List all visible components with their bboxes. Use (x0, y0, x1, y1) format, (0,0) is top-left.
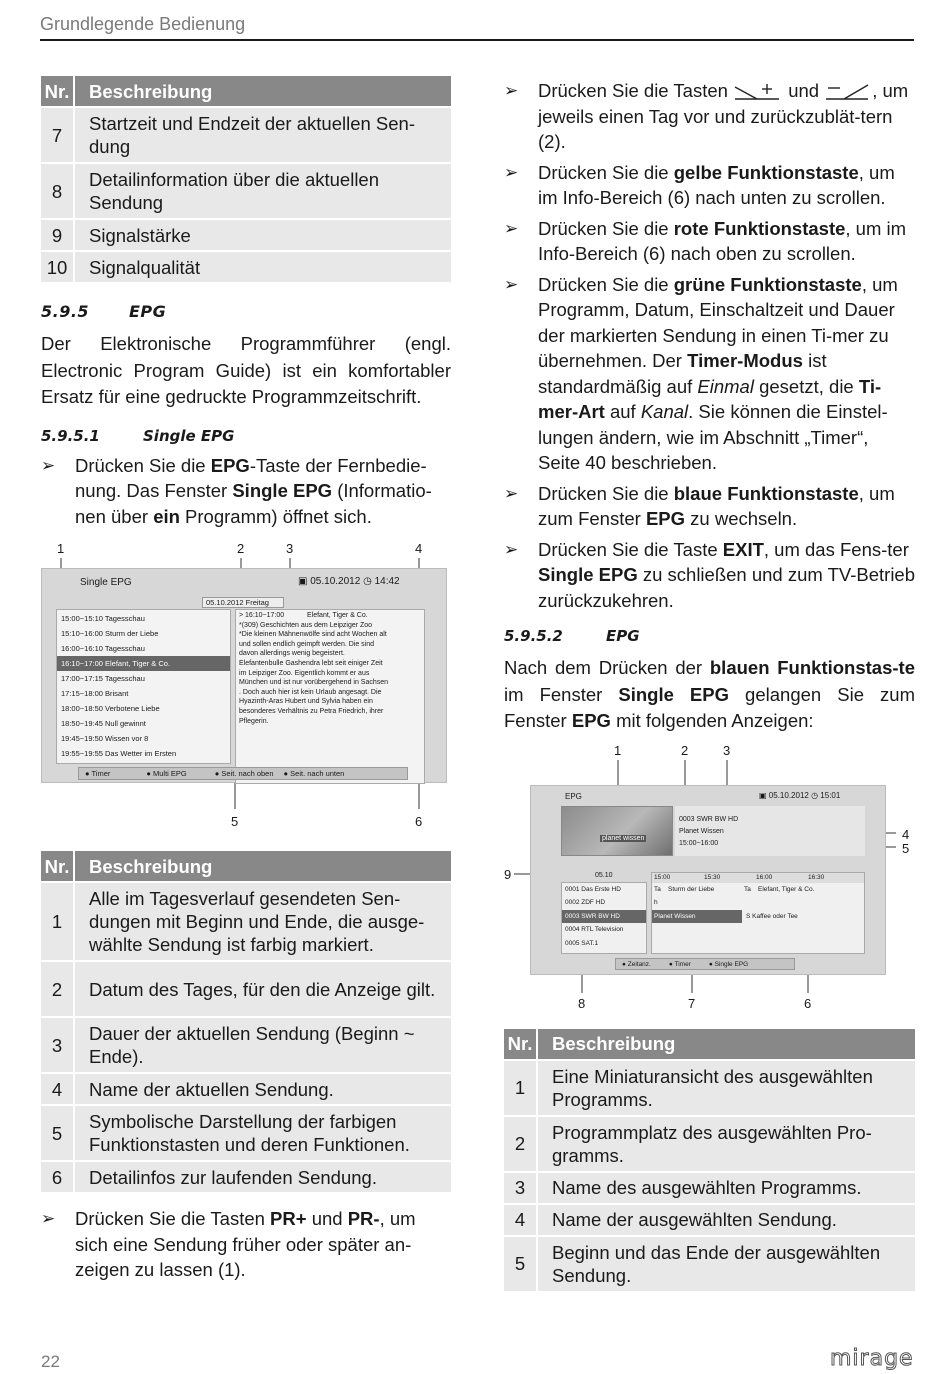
grid-cell-selected[interactable]: Planet Wissen (652, 910, 742, 924)
table-row (504, 1173, 915, 1203)
list-item[interactable]: 0005 SAT.1 (565, 939, 599, 947)
table-row (41, 1106, 451, 1160)
detail-line: Elefantenbulle Gashendra lebt seit einiger Zeit (239, 659, 383, 667)
callout-1: 1 (614, 742, 622, 758)
row-nr: 3 (41, 1018, 75, 1072)
table-row (41, 164, 451, 218)
list-item-selected[interactable]: 0003 SWR BW HD (562, 910, 646, 924)
row-nr: 7 (41, 108, 75, 162)
detail-line: München und ist nur vorübergehend in Sachsen (239, 679, 389, 687)
list-item-pr-keys: ➢ Drücken Sie die Tasten PR+ und PR-, um sich eine Sendung früher oder später an-zeigen zu lassen (1). (41, 1208, 416, 1280)
row-nr: 1 (504, 1061, 538, 1115)
table-row (41, 220, 451, 250)
table-row (504, 1061, 915, 1115)
grid-row (652, 883, 864, 897)
time-col: 16:00 (756, 873, 773, 881)
paragraph-epg-intro: Der Elektronische Programmführer (engl. Electronic Program Guide) ist ein komfortabler Ersatz für eine gedruckte Programmzeitschrift. (41, 333, 451, 407)
time-col: 15:30 (704, 873, 721, 881)
clock-icon: ◷ (363, 576, 372, 587)
row-nr: 2 (504, 1117, 538, 1171)
list-item-blue-key: ➢ Drücken Sie die blaue Funktionstaste, um zum Fenster EPG zu wechseln. (504, 482, 895, 529)
list-item[interactable]: 0002 ZDF HD (565, 899, 606, 907)
table-row (504, 1205, 915, 1235)
row-desc: Symbolische Darstellung der farbigen Funktionstasten und deren Funktionen. (75, 1106, 451, 1160)
grid-cell[interactable]: Elefant, Tiger & Co. (758, 885, 815, 893)
day-forward-key-icon (733, 81, 783, 103)
table-row (41, 1074, 451, 1104)
page-down-key[interactable]: ● Seit. nach unten (283, 769, 345, 778)
instruction-list-right (504, 78, 915, 613)
detail-line: im Leipziger Zoo. Eigentlich kommt er aus (239, 669, 370, 677)
list-item[interactable]: 16:00~16:10 Tagesschau (61, 644, 145, 653)
section-heading-5951 (41, 427, 451, 445)
list-item[interactable]: 15:10~16:00 Sturm der Liebe (61, 629, 159, 638)
callout-2: 2 (237, 541, 245, 556)
window-title: EPG (565, 791, 582, 801)
time-col: 16:30 (808, 873, 825, 881)
table-row (41, 108, 451, 162)
preview-thumbnail (561, 806, 673, 856)
grid-row (652, 910, 864, 924)
table-row (41, 962, 451, 1016)
col-header-desc: Beschreibung (538, 1029, 915, 1059)
timer-key[interactable]: ● Timer (85, 769, 111, 778)
table-status-info (41, 74, 451, 284)
row-nr: 5 (41, 1106, 75, 1160)
row-desc: Programmplatz des ausgewählten Pro-gramms. (538, 1117, 915, 1171)
callout-8: 8 (578, 995, 586, 1011)
row-desc: Name des ausgewählten Programms. (538, 1173, 915, 1203)
row-nr: 3 (504, 1173, 538, 1203)
instruction-list-pr (41, 1206, 451, 1283)
callout-6: 6 (415, 814, 423, 829)
left-column (41, 74, 451, 1288)
row-desc: Signalstärke (75, 220, 451, 250)
detail-line: und sollen endlich geimpft werden. Die sind (239, 640, 375, 648)
grid-cell[interactable]: Sturm der Liebe (668, 885, 715, 893)
detail-line: besonderes Verhältnis zu Petra Friedrich, ihrer (239, 707, 384, 715)
row-nr: 10 (41, 252, 75, 282)
grid-cell[interactable]: S Kaffee oder Tee (746, 912, 798, 920)
callout-1: 1 (57, 541, 65, 556)
list-item[interactable]: 0001 Das Erste HD (565, 885, 621, 893)
detail-line: davon allerdings wenig begeistert. (239, 650, 345, 658)
multi-epg-key[interactable]: ● Multi EPG (146, 769, 187, 778)
list-item[interactable]: 19:45~19:50 Wissen vor 8 (61, 734, 149, 743)
row-desc: Name der ausgewählten Sendung. (538, 1205, 915, 1235)
day-back-key-icon (824, 81, 872, 103)
row-nr: 1 (41, 883, 75, 960)
right-column (504, 74, 915, 1293)
section-number: 5.9.5 (41, 302, 90, 321)
list-item-day-keys: ➢ Drücken Sie die Tasten und , um jeweils einen Tag vor und zurückzublät-tern (2). (504, 80, 909, 152)
window-datetime: ▣ 05.10.2012 ◷ 15:01 (759, 790, 841, 800)
list-item[interactable]: 0004 RTL Television (565, 926, 624, 934)
window-datetime: ▣ 05.10.2012 ◷ 14:42 (298, 576, 400, 587)
detail-line: Pflegerin. (239, 717, 269, 725)
row-nr: 4 (41, 1074, 75, 1104)
callout-6: 6 (804, 995, 812, 1011)
single-epg-key[interactable]: ● Single EPG (708, 960, 749, 968)
calendar-icon: ▣ (298, 576, 308, 587)
grid-row[interactable]: h (654, 899, 658, 907)
row-desc: Signalqualität (75, 252, 451, 282)
window-title: Single EPG (80, 577, 132, 588)
page-number: 22 (41, 1352, 60, 1371)
row-desc: Dauer der aktuellen Sendung (Beginn ~ Ende). (75, 1018, 451, 1072)
time-display-key[interactable]: ● Zeitanz. (622, 960, 651, 968)
list-date: 05.10 (595, 871, 613, 879)
row-nr: 8 (41, 164, 75, 218)
arrow-bullet-icon: ➢ (504, 162, 519, 182)
detail-line: Hyazinth-Aras Hubert und Sylvia haben ein (239, 698, 373, 706)
epg-window (530, 785, 886, 975)
running-header: Grundlegende Bedienung (40, 14, 246, 34)
detail-line: *Die kleinen Mähnenwölfe sind acht Wochen alt (239, 631, 387, 639)
col-header-desc: Beschreibung (75, 76, 451, 106)
row-nr: 5 (504, 1237, 538, 1291)
detail-line: *(309) Geschichten aus dem Leipziger Zoo (239, 621, 373, 629)
timer-key[interactable]: ● Timer (668, 960, 691, 968)
list-item-selected[interactable]: 16:10~17:00 Elefant, Tiger & Co. (57, 656, 230, 671)
list-item-epg-key: ➢ Drücken Sie die EPG-Taste der Fernbedie-nung. Das Fenster Single EPG (Informatio-nen über ein Programm) öffnet sich. (41, 454, 432, 527)
arrow-bullet-icon: ➢ (504, 218, 519, 238)
calendar-icon: ▣ (759, 790, 767, 800)
list-item-exit-key: ➢ Drücken Sie die Taste EXIT, um das Fens-ter Single EPG zu schließen und zum TV-Betrieb zurückzukehren. (504, 538, 916, 611)
preview-label: planet wissen (602, 834, 645, 842)
col-header-nr: Nr. (41, 851, 75, 881)
page-up-key[interactable]: ● Seit. nach oben (214, 769, 274, 778)
row-desc: Startzeit und Endzeit der aktuellen Sen-dung (75, 108, 451, 162)
row-desc: Alle im Tagesverlauf gesendeten Sen-dungen mit Beginn und Ende, die ausge-wählte Sendung ist farbig markiert. (75, 883, 451, 960)
callout-7: 7 (688, 995, 696, 1011)
program-name: Planet Wissen (679, 827, 724, 835)
row-desc: Datum des Tages, für den die Anzeige gilt. (75, 962, 451, 1016)
row-nr: 9 (41, 220, 75, 250)
table-row (504, 1117, 915, 1171)
section-title: Single EPG (143, 426, 235, 445)
list-item[interactable]: 18:50~19:45 Null gewinnt (61, 719, 146, 728)
row-desc: Detailinfos zur laufenden Sendung. (75, 1162, 451, 1192)
callout-9: 9 (504, 866, 512, 882)
table-single-epg (41, 849, 451, 1194)
program-grid (651, 872, 865, 954)
day-label: 05.10.2012 Freitag (202, 597, 284, 608)
single-epg-screenshot (41, 541, 451, 831)
callout-4: 4 (902, 826, 910, 842)
epg-screenshot (504, 743, 915, 1015)
row-nr: 2 (41, 962, 75, 1016)
function-key-bar (615, 958, 795, 970)
program-list (56, 609, 231, 764)
header-rule (40, 39, 914, 41)
table-row (504, 1237, 915, 1291)
callout-3: 3 (286, 541, 294, 556)
list-item[interactable]: 19:55~19:55 Das Wetter im Ersten (61, 749, 177, 758)
clock-icon: ◷ (811, 790, 819, 800)
table-row (41, 252, 451, 282)
arrow-bullet-icon: ➢ (41, 1209, 56, 1228)
callout-2: 2 (681, 742, 689, 758)
callout-5: 5 (902, 840, 910, 856)
detail-name: Elefant, Tiger & Co. (307, 612, 368, 619)
single-epg-window (41, 568, 447, 783)
section-title: EPG (129, 302, 167, 321)
row-desc: Name der aktuellen Sendung. (75, 1074, 451, 1104)
program-time: 15:00~16:00 (679, 839, 719, 847)
paragraph-epg-window: Nach dem Drücken der blauen Funktionstas-te im Fenster Single EPG gelangen Sie zum Fenster EPG mit folgenden Anzeigen: (504, 657, 915, 731)
list-item-red-key: ➢ Drücken Sie die rote Funktionstaste, um im Info-Bereich (6) nach oben zu scrollen. (504, 217, 907, 264)
channel-list (561, 882, 647, 954)
arrow-bullet-icon: ➢ (504, 274, 519, 294)
callout-5: 5 (231, 814, 239, 829)
table-epg (504, 1027, 915, 1293)
arrow-bullet-icon: ➢ (41, 455, 56, 475)
section-heading-595 (41, 302, 451, 321)
row-desc: Eine Miniaturansicht des ausgewählten Programms. (538, 1061, 915, 1115)
instruction-list (41, 453, 451, 530)
callout-3: 3 (723, 742, 731, 758)
list-item-green-key: ➢ Drücken Sie die grüne Funktionstaste, um Programm, Datum, Einschaltzeit und Dauer der markierten Sendung in einen Ti-mer zu übernehmen. Der Timer-Modus ist standardmäßig auf Einmal gesetzt, die Ti-mer-Art auf Kanal. Sie können die Einstel-lungen ändern, wie im Abschnitt „Timer“, Seite 40 beschrieben. (504, 273, 898, 473)
arrow-bullet-icon: ➢ (504, 483, 519, 503)
list-item[interactable]: 17:00~17:15 Tagesschau (61, 674, 145, 683)
col-header-nr: Nr. (504, 1029, 538, 1059)
list-item[interactable]: 17:15~18:00 Brisant (61, 689, 129, 698)
col-header-nr: Nr. (41, 76, 75, 106)
section-number: 5.9.5.2 (504, 627, 563, 645)
time-col: 15:00 (654, 873, 671, 881)
arrow-bullet-icon: ➢ (504, 539, 519, 559)
col-header-desc: Beschreibung (75, 851, 451, 881)
list-item-yellow-key: ➢ Drücken Sie die gelbe Funktionstaste, um im Info-Bereich (6) nach unten zu scrollen. (504, 161, 895, 208)
channel-name: 0003 SWR BW HD (679, 815, 739, 823)
row-nr: 4 (504, 1205, 538, 1235)
detail-line: . Doch auch hier ist kein Urlaub angesagt. Die (239, 688, 382, 696)
grid-cell[interactable]: Ta (654, 885, 661, 893)
table-row (41, 1162, 451, 1192)
section-title: EPG (606, 627, 640, 645)
table-row (41, 883, 451, 960)
program-info (675, 806, 865, 856)
row-nr: 6 (41, 1162, 75, 1192)
time-header (652, 873, 864, 883)
row-desc: Detailinformation über die aktuellen Sendung (75, 164, 451, 218)
callout-4: 4 (415, 541, 423, 556)
list-item[interactable]: 18:00~18:50 Verbotene Liebe (61, 704, 160, 713)
detail-panel (235, 609, 425, 784)
section-number: 5.9.5.1 (41, 426, 100, 445)
table-row (41, 1018, 451, 1072)
function-key-bar (78, 767, 408, 780)
arrow-bullet-icon: ➢ (504, 81, 519, 100)
section-heading-5952 (504, 627, 915, 645)
row-desc: Beginn und das Ende der ausgewählten Sendung. (538, 1237, 915, 1291)
detail-time: > 16:10~17:00 (239, 612, 285, 619)
brand-logo: mirage (830, 1346, 914, 1371)
list-item[interactable]: 15:00~15:10 Tagesschau (61, 614, 145, 623)
grid-cell[interactable]: Ta (744, 885, 751, 893)
